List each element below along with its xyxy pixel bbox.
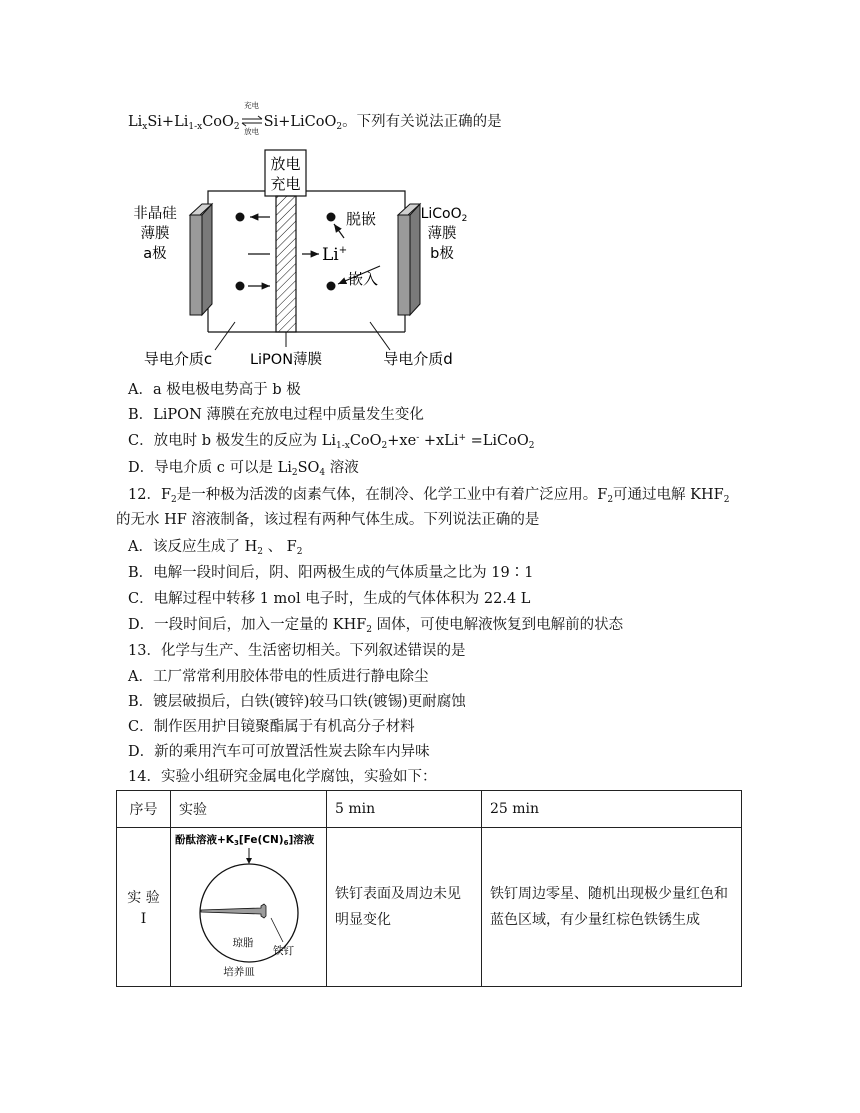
nail-label: 铁钉: [273, 945, 294, 957]
q12-stem: [128, 483, 729, 505]
obs-text: 铁钉表面及周边未见明显变化: [335, 886, 461, 928]
q13-stem: [128, 639, 465, 660]
eq-sub: 2: [336, 122, 343, 132]
option-text: 、 F: [262, 539, 297, 555]
obs-text: 铁钉周边零星、随机出现极少量红色和蓝色区域，有少量红棕色铁锈生成: [490, 886, 728, 928]
battery-diagram: [120, 142, 480, 370]
option-text: D．一段时间后，加入一定量的 KHF: [128, 617, 367, 633]
sub: 2: [291, 468, 298, 478]
option-text: A．该反应生成了 H: [128, 539, 258, 555]
stem-text: 可通过电解 KHF: [613, 487, 724, 503]
q13-option-c: [128, 715, 415, 736]
electrode-a: [202, 204, 212, 315]
electrode-b: [410, 204, 420, 315]
equilibrium-arrow: [241, 101, 263, 136]
option-text: C．放电时 b 极发生的反应为 Li: [128, 433, 336, 449]
header-cell: 实验: [171, 791, 327, 828]
option-text: B．镀层破损后，白铁(镀锌)较马口铁(镀锡)更耐腐蚀: [128, 694, 466, 710]
right-label: b极: [430, 246, 454, 262]
option-text: =LiCoO: [466, 433, 529, 449]
q11-option-a: [128, 378, 301, 399]
arrow-tuoqian: [334, 224, 344, 238]
box-bottom-label: 充电: [270, 175, 301, 193]
option-text: +xLi: [419, 433, 459, 449]
eq-text: Si+Li: [147, 114, 189, 130]
q13-option-d: [128, 740, 430, 761]
sup: -: [416, 433, 420, 443]
figure-cell: [171, 828, 327, 987]
table-header-row: [117, 791, 742, 828]
q12-option-b: [128, 561, 533, 582]
sub: 2: [528, 441, 535, 451]
pointer-line: [215, 322, 235, 350]
li-ion-dot: [327, 282, 336, 291]
obs-25min-cell: [482, 828, 742, 987]
sub: 2: [257, 547, 263, 557]
box-top-label: 放电: [270, 155, 301, 173]
electrode-b: [398, 215, 410, 315]
option-text: A．a 极电极电势高于 b 极: [128, 382, 301, 398]
option-text: +xe: [387, 433, 417, 449]
q13-option-a: [128, 665, 428, 686]
li-ion-dot: [236, 213, 245, 222]
option-text: B．LiPON 薄膜在充放电过程中质量发生变化: [128, 407, 424, 423]
header-cell: 序号: [117, 791, 171, 828]
left-label: 薄膜: [140, 226, 170, 242]
dish-label: 培养皿: [223, 966, 255, 978]
sub: 2: [607, 495, 614, 505]
tuoqian-label: 脱嵌: [346, 210, 377, 228]
q13-option-b: [128, 690, 466, 711]
double-arrow-icon: [241, 114, 263, 128]
stem-text: 14．实验小组研究金属电化学腐蚀，实验如下：: [128, 769, 437, 785]
row-label: 实 验: [127, 890, 160, 906]
obs-5min-cell: [327, 828, 482, 987]
row-label-cell: [117, 828, 171, 987]
q11-option-d: [128, 456, 359, 478]
stem-text: 13．化学与生产、生活密切相关。下列叙述错误的是: [128, 643, 466, 659]
stem-text: 是一种极为活泼的卤素气体，在制冷、化学工业中有着广泛应用。F: [176, 487, 608, 503]
q14-stem: [128, 765, 436, 786]
option-text: C．制作医用护目镜聚酯属于有机高分子材料: [128, 719, 415, 735]
li-ion-dot: [236, 282, 245, 291]
option-text: D．新的乘用汽车可可放置活性炭去除车内异味: [128, 744, 430, 760]
li-ion-label: Li+: [322, 245, 348, 265]
option-text: B．电解一段时间后，阴、阳两极生成的气体质量之比为 19∶1: [128, 565, 534, 581]
table-row: [117, 828, 742, 987]
petri-dish-figure: [171, 828, 326, 982]
right-label: LiCoO$_2$: [420, 206, 468, 224]
option-text: D．导电介质 c 可以是 Li: [128, 460, 292, 476]
left-label: 非晶硅: [133, 206, 177, 222]
row-label: Ⅰ: [140, 911, 147, 927]
lipon-membrane: [276, 196, 296, 332]
arrow-top-label: 充电: [244, 101, 260, 110]
q12-option-c: [128, 587, 530, 608]
option-text: 溶液: [325, 460, 359, 476]
bottom-left-label: 导电介质c: [143, 350, 213, 368]
sub: 2: [366, 625, 373, 635]
eq-tail: 。下列有关说法正确的是: [342, 114, 502, 130]
agar-label: 琼脂: [232, 937, 254, 949]
header-cell: 5 min: [327, 791, 482, 828]
eq-sub: 1-x: [188, 122, 203, 132]
right-label: 薄膜: [427, 226, 457, 242]
eq-sub: x: [142, 122, 148, 132]
eq-text: Li: [128, 114, 143, 130]
eq-text: CoO: [202, 114, 234, 130]
equation-line: [128, 101, 502, 136]
option-text: A．工厂常常利用胶体带电的性质进行静电除尘: [128, 669, 429, 685]
header-cell: 25 min: [482, 791, 742, 828]
option-text: C．电解过程中转移 1 mol 电子时，生成的气体体积为 22.4 L: [128, 591, 531, 607]
sub: 2: [296, 547, 303, 557]
experiment-table: [116, 790, 742, 987]
circuit-wire: [208, 191, 265, 332]
solution-label: 酚酞溶液+K3[Fe(CN)6]溶液: [175, 834, 315, 847]
arrow-bottom-label: 放电: [244, 127, 260, 136]
sub: 1-x: [335, 441, 350, 451]
q11-option-b: [128, 403, 424, 424]
q12-option-d: [128, 613, 623, 635]
q11-option-c: [128, 429, 534, 451]
option-text: 固体，可使电解液恢复到电解前的状态: [372, 617, 624, 633]
sub: 2: [381, 441, 388, 451]
q12-stem-2: [116, 508, 539, 529]
li-ion-dot: [327, 213, 336, 222]
q12-option-a: [128, 535, 302, 557]
option-text: CoO: [349, 433, 382, 449]
option-text: SO: [297, 460, 320, 476]
left-label: a极: [143, 246, 167, 262]
pointer-line: [370, 322, 390, 350]
bottom-right-label: 导电介质d: [383, 350, 453, 368]
electrode-a: [190, 215, 202, 315]
bottom-mid-label: LiPON薄膜: [249, 352, 323, 368]
sub: 4: [319, 468, 326, 478]
sup: +: [458, 433, 466, 443]
eq-sub: 2: [233, 122, 240, 132]
qianru-label: 嵌入: [348, 270, 379, 288]
eq-text: Si+LiCoO: [263, 114, 337, 130]
sub: 2: [723, 495, 730, 505]
stem-text: 的无水 HF 溶液制备，该过程有两种气体生成。下列说法正确的是: [116, 512, 540, 528]
sub: 2: [171, 495, 177, 505]
stem-text: 12．F: [128, 487, 172, 503]
